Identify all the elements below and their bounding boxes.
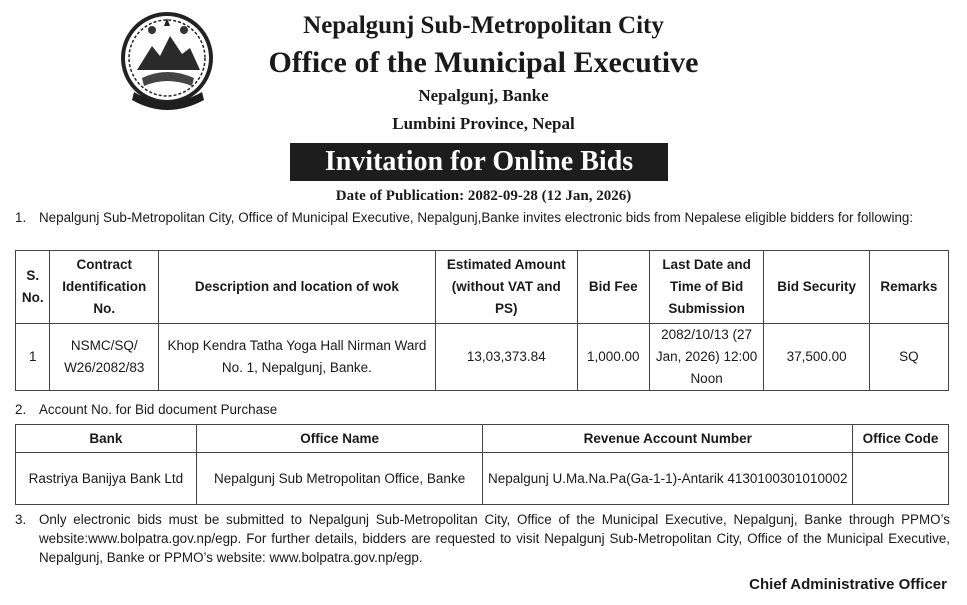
paragraph-number: 3. xyxy=(15,512,27,527)
cell-sno: 1 xyxy=(16,324,50,391)
header-bank: Bank xyxy=(16,425,197,453)
header-description: Description and location of wok xyxy=(158,251,435,324)
cell-revenue-account: Nepalgunj U.Ma.Na.Pa(Ga-1-1)-Antarik 4130100301010002 xyxy=(483,453,853,505)
header-last-date: Last Date and Time of Bid Submission xyxy=(649,251,764,324)
account-table xyxy=(15,424,949,505)
header-bid-security: Bid Security xyxy=(764,251,869,324)
signature-title: Chief Administrative Officer xyxy=(749,576,947,593)
paragraph-number: 1. xyxy=(15,210,27,225)
paragraph-text: Nepalgunj Sub-Metropolitan City, Office of Municipal Executive, Nepalgunj,Banke invites electronic bids from Nepalese eligible bidders for following: xyxy=(39,210,914,225)
municipality-name: Nepalgunj Sub-Metropolitan City xyxy=(303,12,664,39)
bid-table xyxy=(15,250,949,391)
cell-description: Khop Kendra Tatha Yoga Hall Nirman Ward No. 1, Nepalgunj, Banke. xyxy=(158,324,435,391)
header-estimated-amount: Estimated Amount (without VAT and PS) xyxy=(435,251,577,324)
province: Lumbini Province, Nepal xyxy=(392,114,575,133)
office-name: Office of the Municipal Executive xyxy=(268,46,699,79)
table-header-row xyxy=(16,425,949,453)
cell-bank: Rastriya Banijya Bank Ltd xyxy=(16,453,197,505)
header-office-name: Office Name xyxy=(196,425,483,453)
header-office-code: Office Code xyxy=(853,425,949,453)
header-sno: S. No. xyxy=(16,251,50,324)
paragraph-text: Account No. for Bid document Purchase xyxy=(39,402,278,417)
paragraph-3 xyxy=(15,510,950,567)
header-remarks: Remarks xyxy=(869,251,948,324)
cell-office-name: Nepalgunj Sub Metropolitan Office, Banke xyxy=(196,453,483,505)
cell-last-date: 2082/10/13 (27 Jan, 2026) 12:00 Noon xyxy=(649,324,764,391)
office-location: Nepalgunj, Banke xyxy=(418,86,549,105)
cell-bid-security: 37,500.00 xyxy=(764,324,869,391)
paragraph-1 xyxy=(15,208,950,227)
cell-remarks: SQ xyxy=(869,324,948,391)
header-revenue-account: Revenue Account Number xyxy=(483,425,853,453)
publication-date: Date of Publication: 2082-09-28 (12 Jan, 2026) xyxy=(335,188,632,204)
paragraph-number: 2. xyxy=(15,402,27,417)
table-header-row xyxy=(16,251,949,324)
header-bid-fee: Bid Fee xyxy=(577,251,649,324)
paragraph-2 xyxy=(15,400,950,419)
cell-estimated-amount: 13,03,373.84 xyxy=(435,324,577,391)
table-row xyxy=(16,453,949,505)
notice-title-banner: Invitation for Online Bids xyxy=(290,143,668,181)
paragraph-text: Only electronic bids must be submitted to Nepalgunj Sub-Metropolitan City, Office of the Municipal Executive, Nepalgunj, Banke through PPMO’s website:www.bolpatra.gov.np/egp. For further details, bidders are requested to visit Nepalgunj Sub-Metropolitan City, Office of the Municipal Executive, Nepalgunj, Banke or PPMO’s website: www.bolpatra.gov.np/egp. xyxy=(39,512,950,565)
table-row xyxy=(16,324,949,391)
cell-office-code xyxy=(853,453,949,505)
header-contract-id: Contract Identification No. xyxy=(50,251,159,324)
cell-bid-fee: 1,000.00 xyxy=(577,324,649,391)
cell-contract-id: NSMC/SQ/ W26/2082/83 xyxy=(50,324,159,391)
